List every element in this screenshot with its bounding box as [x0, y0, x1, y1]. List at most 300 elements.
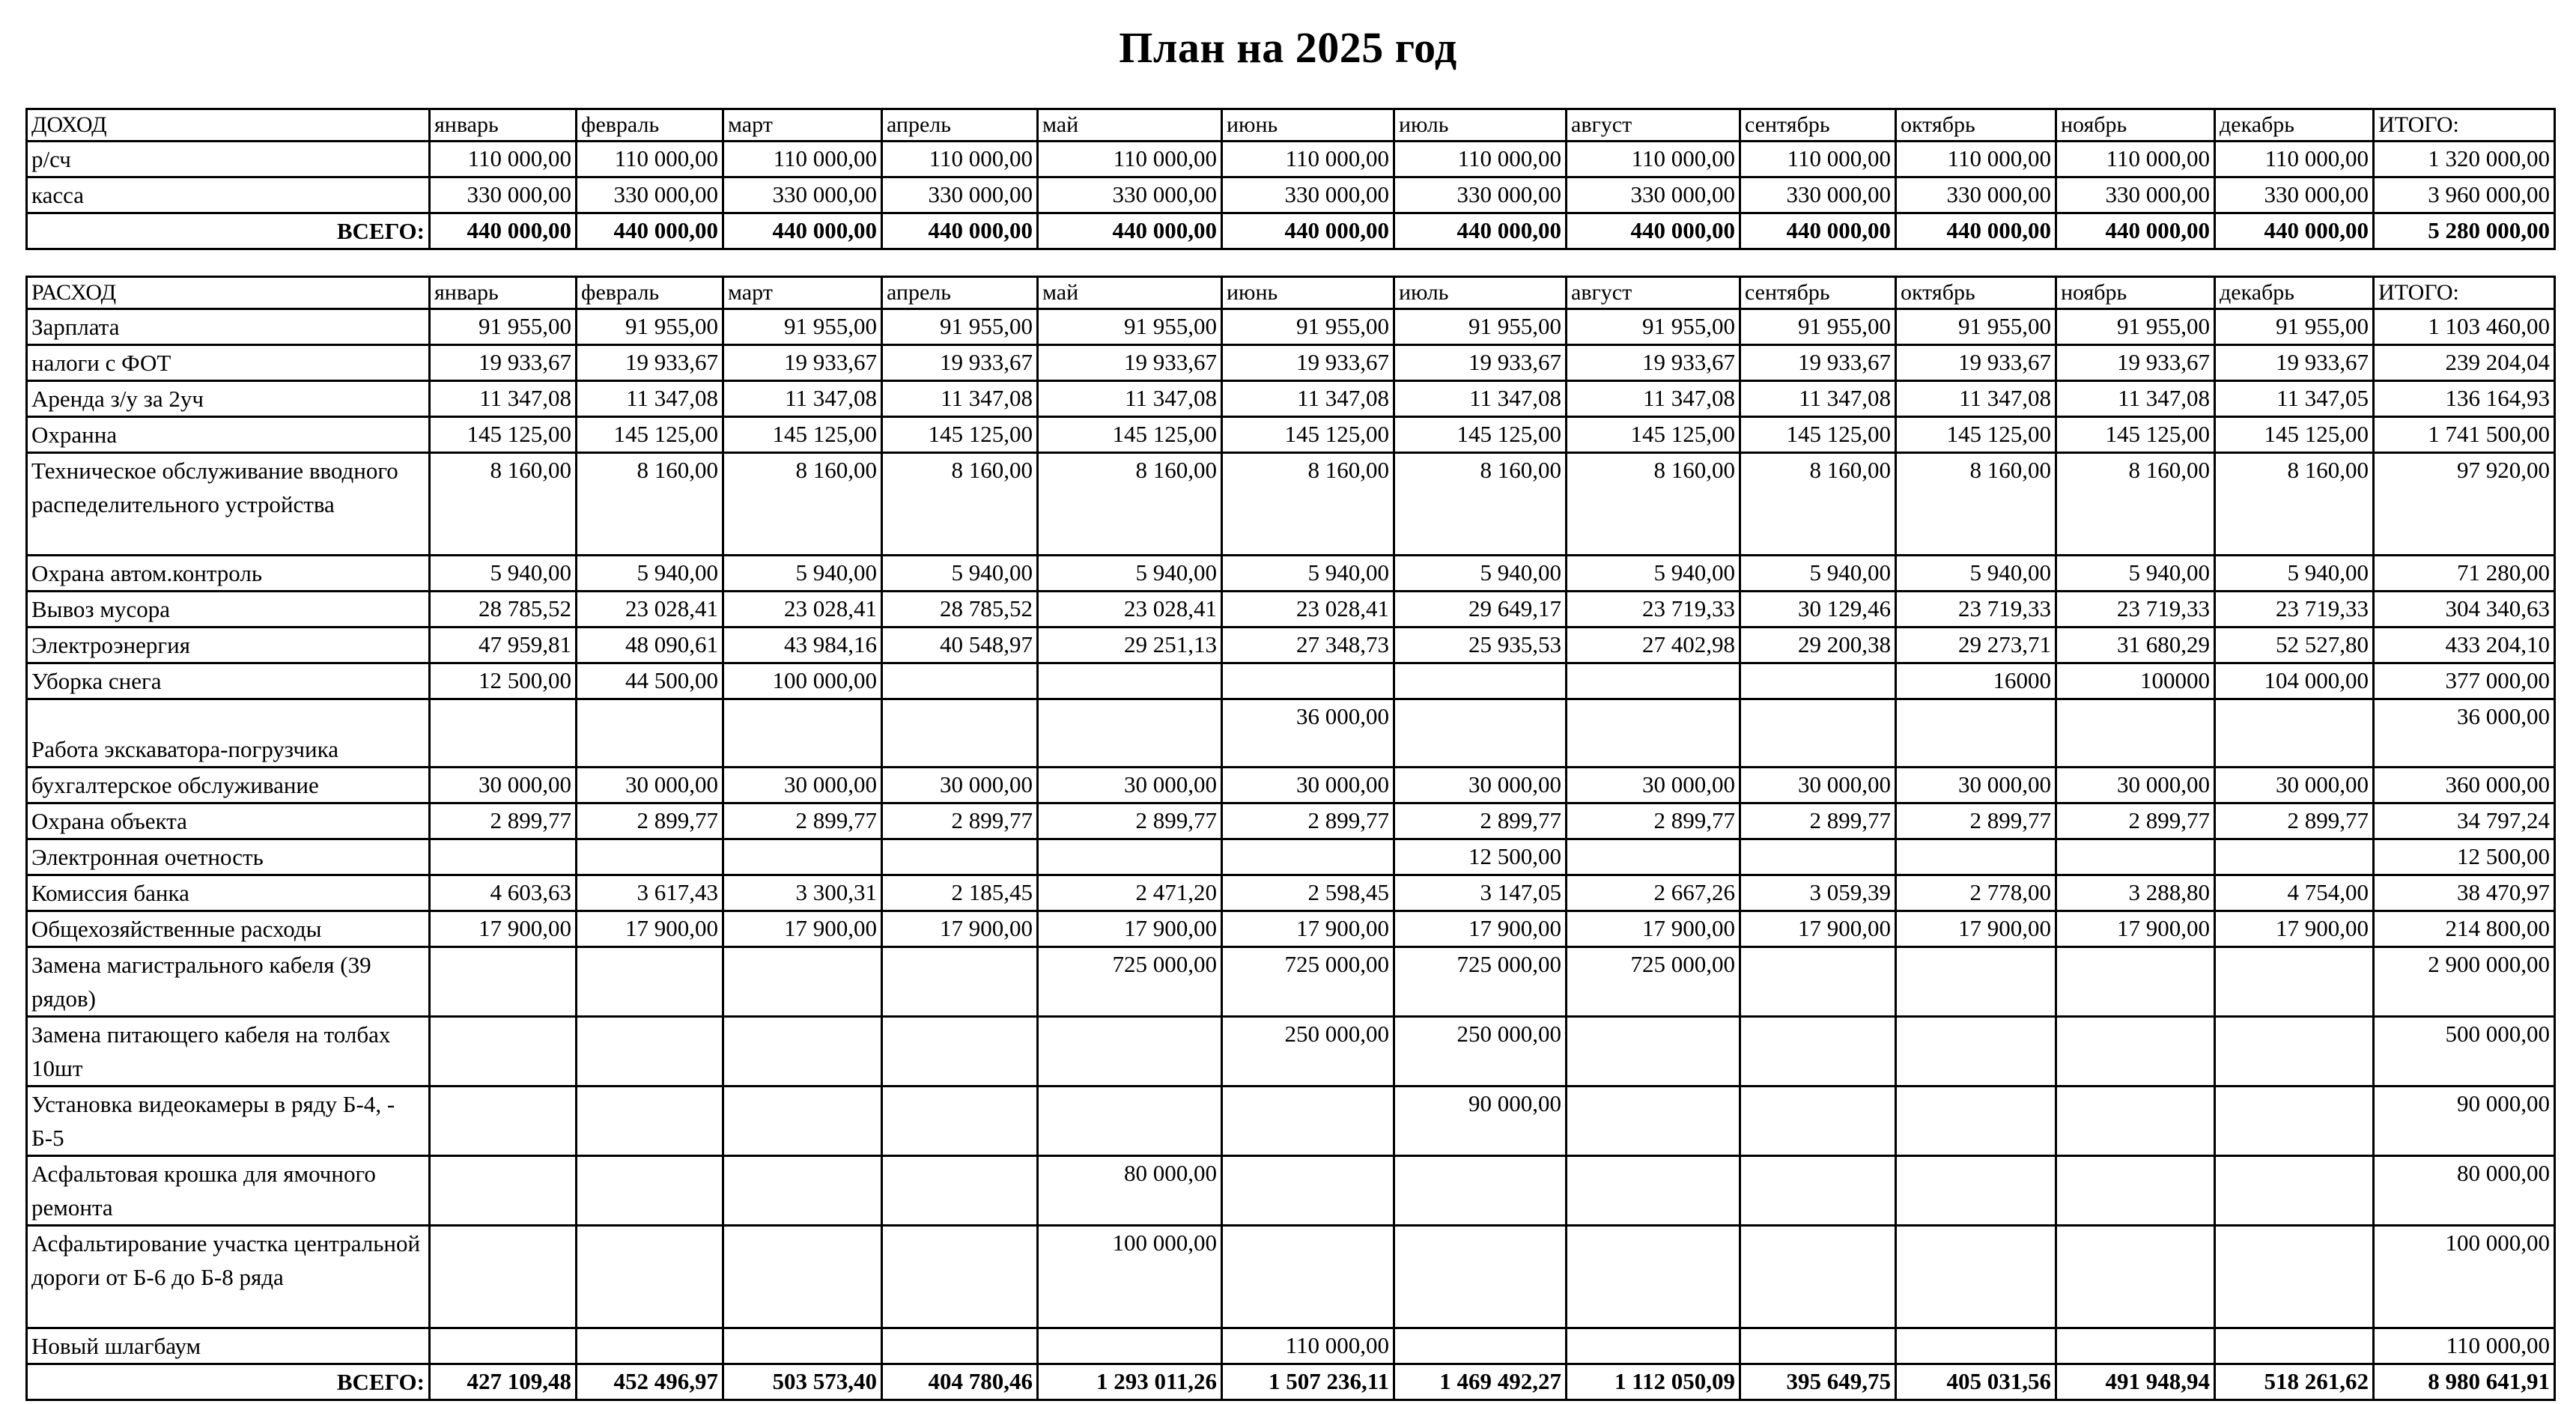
value-cell: 17 900,00 — [2215, 911, 2374, 947]
value-cell — [1896, 839, 2056, 875]
row-total: 100 000,00 — [2374, 1226, 2555, 1328]
row-total: 360 000,00 — [2374, 768, 2555, 803]
value-cell — [882, 699, 1038, 768]
month-header: декабрь — [2215, 277, 2374, 309]
value-cell: 330 000,00 — [1222, 177, 1394, 213]
value-cell: 8 160,00 — [2056, 453, 2215, 556]
row-total: 110 000,00 — [2374, 1328, 2555, 1364]
value-cell: 11 347,08 — [1567, 381, 1740, 417]
value-cell: 145 125,00 — [430, 417, 577, 453]
value-cell — [430, 1328, 577, 1364]
value-cell — [723, 839, 882, 875]
value-cell: 5 940,00 — [430, 556, 577, 592]
value-cell — [723, 1017, 882, 1087]
month-header: июль — [1394, 277, 1567, 309]
value-cell: 110 000,00 — [1038, 142, 1222, 177]
value-cell: 11 347,08 — [1222, 381, 1394, 417]
value-cell — [1038, 1328, 1222, 1364]
value-cell: 23 719,33 — [1567, 592, 1740, 627]
value-cell: 330 000,00 — [1038, 177, 1222, 213]
expense-heading: РАСХОД — [27, 277, 430, 309]
value-cell: 17 900,00 — [2056, 911, 2215, 947]
value-cell — [882, 839, 1038, 875]
value-cell: 250 000,00 — [1222, 1017, 1394, 1087]
value-cell: 91 955,00 — [1394, 309, 1567, 345]
table-row — [27, 911, 2555, 947]
row-total: 239 204,04 — [2374, 345, 2555, 381]
value-cell: 19 933,67 — [882, 345, 1038, 381]
month-header: январь — [430, 277, 577, 309]
value-cell: 11 347,08 — [577, 381, 723, 417]
income-table — [25, 108, 2556, 250]
total-value: 440 000,00 — [1394, 213, 1567, 249]
value-cell: 5 940,00 — [2215, 556, 2374, 592]
value-cell: 91 955,00 — [430, 309, 577, 345]
month-header: февраль — [577, 277, 723, 309]
value-cell — [2215, 1226, 2374, 1328]
value-cell — [1038, 1017, 1222, 1087]
table-row — [27, 1017, 2555, 1087]
value-cell: 17 900,00 — [1394, 911, 1567, 947]
value-cell: 12 500,00 — [1394, 839, 1567, 875]
value-cell — [1222, 663, 1394, 699]
value-cell — [1038, 699, 1222, 768]
value-cell — [2215, 839, 2374, 875]
value-cell: 8 160,00 — [1038, 453, 1222, 556]
value-cell — [2056, 1017, 2215, 1087]
row-total: 500 000,00 — [2374, 1017, 2555, 1087]
value-cell — [1567, 839, 1740, 875]
total-value: 440 000,00 — [1896, 213, 2056, 249]
value-cell: 4 754,00 — [2215, 875, 2374, 911]
income-header-row — [27, 109, 2555, 142]
value-cell — [2215, 699, 2374, 768]
row-label: Асфальтовая крошка для ямочного ремонта — [27, 1156, 430, 1226]
value-cell: 17 900,00 — [723, 911, 882, 947]
value-cell: 5 940,00 — [1896, 556, 2056, 592]
value-cell: 19 933,67 — [1394, 345, 1567, 381]
value-cell: 17 900,00 — [1896, 911, 2056, 947]
row-label: Электронная очетность — [27, 839, 430, 875]
page-title: План на 2025 год — [1119, 23, 1457, 72]
value-cell: 725 000,00 — [1394, 947, 1567, 1017]
value-cell: 104 000,00 — [2215, 663, 2374, 699]
row-total: 12 500,00 — [2374, 839, 2555, 875]
value-cell: 5 940,00 — [1394, 556, 1567, 592]
row-total: 34 797,24 — [2374, 803, 2555, 839]
value-cell: 30 000,00 — [1394, 768, 1567, 803]
value-cell: 8 160,00 — [1222, 453, 1394, 556]
value-cell: 110 000,00 — [1222, 1328, 1394, 1364]
value-cell: 40 548,97 — [882, 627, 1038, 663]
total-value: 1 507 236,11 — [1222, 1364, 1394, 1400]
value-cell: 5 940,00 — [723, 556, 882, 592]
value-cell: 2 899,77 — [1394, 803, 1567, 839]
value-cell: 91 955,00 — [1222, 309, 1394, 345]
value-cell: 2 899,77 — [1567, 803, 1740, 839]
value-cell: 2 899,77 — [577, 803, 723, 839]
value-cell — [882, 1328, 1038, 1364]
value-cell: 145 125,00 — [882, 417, 1038, 453]
value-cell: 30 000,00 — [1222, 768, 1394, 803]
value-cell: 27 348,73 — [1222, 627, 1394, 663]
value-cell — [577, 699, 723, 768]
value-cell — [2215, 1156, 2374, 1226]
value-cell: 145 125,00 — [1896, 417, 2056, 453]
value-cell — [2056, 1226, 2215, 1328]
value-cell: 30 000,00 — [577, 768, 723, 803]
value-cell: 330 000,00 — [2215, 177, 2374, 213]
value-cell: 11 347,08 — [723, 381, 882, 417]
table-row — [27, 417, 2555, 453]
table-row — [27, 1328, 2555, 1364]
value-cell: 11 347,08 — [430, 381, 577, 417]
value-cell: 5 940,00 — [577, 556, 723, 592]
value-cell — [577, 1328, 723, 1364]
value-cell: 19 933,67 — [577, 345, 723, 381]
grand-total: 5 280 000,00 — [2374, 213, 2555, 249]
total-value: 491 948,94 — [2056, 1364, 2215, 1400]
value-cell: 330 000,00 — [577, 177, 723, 213]
value-cell: 8 160,00 — [1740, 453, 1896, 556]
table-row — [27, 453, 2555, 556]
value-cell — [1394, 1328, 1567, 1364]
value-cell: 145 125,00 — [1222, 417, 1394, 453]
total-value: 404 780,46 — [882, 1364, 1038, 1400]
value-cell: 725 000,00 — [1038, 947, 1222, 1017]
total-value: 440 000,00 — [1222, 213, 1394, 249]
value-cell — [1896, 1226, 2056, 1328]
value-cell: 145 125,00 — [1567, 417, 1740, 453]
value-cell: 29 273,71 — [1896, 627, 2056, 663]
value-cell: 8 160,00 — [577, 453, 723, 556]
total-value: 503 573,40 — [723, 1364, 882, 1400]
value-cell: 11 347,05 — [2215, 381, 2374, 417]
expense-total-row — [27, 1364, 2555, 1400]
row-label: Уборка снега — [27, 663, 430, 699]
value-cell — [2215, 947, 2374, 1017]
value-cell: 91 955,00 — [1038, 309, 1222, 345]
table-row — [27, 177, 2555, 213]
value-cell: 725 000,00 — [1567, 947, 1740, 1017]
row-label: Электроэнергия — [27, 627, 430, 663]
value-cell — [882, 1226, 1038, 1328]
value-cell: 19 933,67 — [1896, 345, 2056, 381]
total-value: 440 000,00 — [1740, 213, 1896, 249]
row-total: 1 320 000,00 — [2374, 142, 2555, 177]
row-total: 1 103 460,00 — [2374, 309, 2555, 345]
value-cell — [1896, 1017, 2056, 1087]
value-cell: 2 899,77 — [430, 803, 577, 839]
value-cell: 5 940,00 — [1740, 556, 1896, 592]
month-header: март — [723, 109, 882, 142]
value-cell: 19 933,67 — [430, 345, 577, 381]
value-cell — [1740, 663, 1896, 699]
value-cell: 8 160,00 — [2215, 453, 2374, 556]
total-value: 1 112 050,09 — [1567, 1364, 1740, 1400]
month-header: июнь — [1222, 109, 1394, 142]
income-total-row — [27, 213, 2555, 249]
value-cell: 30 000,00 — [1740, 768, 1896, 803]
value-cell: 91 955,00 — [723, 309, 882, 345]
value-cell — [1896, 1328, 2056, 1364]
value-cell — [430, 1226, 577, 1328]
value-cell: 2 185,45 — [882, 875, 1038, 911]
total-value: 1 293 011,26 — [1038, 1364, 1222, 1400]
value-cell: 4 603,63 — [430, 875, 577, 911]
value-cell — [2056, 839, 2215, 875]
value-cell — [1567, 1226, 1740, 1328]
value-cell — [1896, 947, 2056, 1017]
value-cell: 330 000,00 — [1740, 177, 1896, 213]
value-cell: 36 000,00 — [1222, 699, 1394, 768]
value-cell: 330 000,00 — [723, 177, 882, 213]
value-cell: 145 125,00 — [723, 417, 882, 453]
total-value: 440 000,00 — [2215, 213, 2374, 249]
month-header: август — [1567, 277, 1740, 309]
table-row — [27, 345, 2555, 381]
value-cell: 8 160,00 — [430, 453, 577, 556]
total-label: ВСЕГО: — [27, 213, 430, 249]
month-header: апрель — [882, 277, 1038, 309]
value-cell: 250 000,00 — [1394, 1017, 1567, 1087]
total-value: 1 469 492,27 — [1394, 1364, 1567, 1400]
total-value: 440 000,00 — [430, 213, 577, 249]
total-value: 440 000,00 — [577, 213, 723, 249]
value-cell: 110 000,00 — [1222, 142, 1394, 177]
value-cell: 16000 — [1896, 663, 2056, 699]
value-cell — [430, 1156, 577, 1226]
row-label: налоги с ФОТ — [27, 345, 430, 381]
row-label: Охрана автом.контроль — [27, 556, 430, 592]
value-cell — [1740, 1226, 1896, 1328]
value-cell — [1567, 699, 1740, 768]
value-cell: 23 719,33 — [2215, 592, 2374, 627]
value-cell: 30 129,46 — [1740, 592, 1896, 627]
value-cell: 52 527,80 — [2215, 627, 2374, 663]
value-cell — [1222, 1156, 1394, 1226]
value-cell: 25 935,53 — [1394, 627, 1567, 663]
value-cell: 5 940,00 — [1222, 556, 1394, 592]
value-cell — [1740, 1017, 1896, 1087]
value-cell: 11 347,08 — [882, 381, 1038, 417]
value-cell: 48 090,61 — [577, 627, 723, 663]
value-cell: 2 899,77 — [1038, 803, 1222, 839]
row-total: 97 920,00 — [2374, 453, 2555, 556]
value-cell: 145 125,00 — [2056, 417, 2215, 453]
value-cell: 91 955,00 — [2215, 309, 2374, 345]
value-cell — [1394, 699, 1567, 768]
month-header: апрель — [882, 109, 1038, 142]
row-label: Асфальтирование участка центральной дороги от Б-6 до Б-8 ряда — [27, 1226, 430, 1328]
table-row — [27, 875, 2555, 911]
total-value: 440 000,00 — [2056, 213, 2215, 249]
value-cell: 17 900,00 — [430, 911, 577, 947]
table-row — [27, 627, 2555, 663]
value-cell: 27 402,98 — [1567, 627, 1740, 663]
value-cell — [1567, 1156, 1740, 1226]
value-cell: 2 899,77 — [2215, 803, 2374, 839]
month-header: ноябрь — [2056, 277, 2215, 309]
value-cell: 11 347,08 — [2056, 381, 2215, 417]
row-label: Аренда з/у за 2уч — [27, 381, 430, 417]
value-cell: 145 125,00 — [577, 417, 723, 453]
value-cell: 19 933,67 — [2056, 345, 2215, 381]
total-header: ИТОГО: — [2374, 277, 2555, 309]
value-cell: 330 000,00 — [1896, 177, 2056, 213]
value-cell — [1394, 1156, 1567, 1226]
month-header: июнь — [1222, 277, 1394, 309]
month-header: октябрь — [1896, 277, 2056, 309]
value-cell — [2056, 1156, 2215, 1226]
value-cell: 30 000,00 — [1038, 768, 1222, 803]
value-cell: 2 778,00 — [1896, 875, 2056, 911]
value-cell: 30 000,00 — [1896, 768, 2056, 803]
month-header: ноябрь — [2056, 109, 2215, 142]
row-total: 90 000,00 — [2374, 1087, 2555, 1156]
value-cell: 3 300,31 — [723, 875, 882, 911]
value-cell: 19 933,67 — [1567, 345, 1740, 381]
value-cell — [577, 1226, 723, 1328]
value-cell — [1740, 699, 1896, 768]
value-cell: 17 900,00 — [1222, 911, 1394, 947]
total-label: ВСЕГО: — [27, 1364, 430, 1400]
grand-total: 8 980 641,91 — [2374, 1364, 2555, 1400]
value-cell: 110 000,00 — [2056, 142, 2215, 177]
value-cell — [723, 1087, 882, 1156]
value-cell — [1038, 663, 1222, 699]
value-cell: 330 000,00 — [1394, 177, 1567, 213]
value-cell: 2 471,20 — [1038, 875, 1222, 911]
total-value: 440 000,00 — [723, 213, 882, 249]
value-cell: 5 940,00 — [882, 556, 1038, 592]
value-cell: 91 955,00 — [882, 309, 1038, 345]
value-cell: 3 147,05 — [1394, 875, 1567, 911]
month-header: сентябрь — [1740, 277, 1896, 309]
row-total: 304 340,63 — [2374, 592, 2555, 627]
value-cell: 110 000,00 — [882, 142, 1038, 177]
row-label: р/сч — [27, 142, 430, 177]
expense-table — [25, 276, 2556, 1401]
value-cell — [1222, 1087, 1394, 1156]
row-total: 36 000,00 — [2374, 699, 2555, 768]
row-label: Вывоз мусора — [27, 592, 430, 627]
table-row — [27, 381, 2555, 417]
value-cell — [2215, 1328, 2374, 1364]
total-header: ИТОГО: — [2374, 109, 2555, 142]
row-label: Комиссия банка — [27, 875, 430, 911]
value-cell: 110 000,00 — [723, 142, 882, 177]
value-cell: 110 000,00 — [2215, 142, 2374, 177]
value-cell: 8 160,00 — [1567, 453, 1740, 556]
value-cell: 100000 — [2056, 663, 2215, 699]
value-cell — [1567, 1328, 1740, 1364]
value-cell: 30 000,00 — [2056, 768, 2215, 803]
value-cell — [1038, 839, 1222, 875]
row-label: Замена магистрального кабеля (39 рядов) — [27, 947, 430, 1017]
value-cell — [1896, 699, 2056, 768]
value-cell — [1740, 1328, 1896, 1364]
total-value: 452 496,97 — [577, 1364, 723, 1400]
table-row — [27, 768, 2555, 803]
value-cell — [1567, 663, 1740, 699]
value-cell: 110 000,00 — [1740, 142, 1896, 177]
value-cell — [577, 1087, 723, 1156]
row-label: Зарплата — [27, 309, 430, 345]
row-label: Новый шлагбаум — [27, 1328, 430, 1364]
row-label: Охранна — [27, 417, 430, 453]
value-cell: 17 900,00 — [1038, 911, 1222, 947]
value-cell: 17 900,00 — [1567, 911, 1740, 947]
value-cell: 110 000,00 — [1896, 142, 2056, 177]
value-cell: 23 719,33 — [1896, 592, 2056, 627]
month-header: май — [1038, 277, 1222, 309]
table-row — [27, 309, 2555, 345]
value-cell — [1038, 1087, 1222, 1156]
value-cell: 44 500,00 — [577, 663, 723, 699]
value-cell: 145 125,00 — [1394, 417, 1567, 453]
value-cell — [1740, 1156, 1896, 1226]
row-total: 38 470,97 — [2374, 875, 2555, 911]
value-cell — [1740, 1087, 1896, 1156]
value-cell: 8 160,00 — [723, 453, 882, 556]
value-cell: 28 785,52 — [430, 592, 577, 627]
value-cell — [1740, 947, 1896, 1017]
value-cell: 8 160,00 — [882, 453, 1038, 556]
row-label: Работа экскаватора-погрузчика — [27, 699, 430, 768]
value-cell — [882, 1017, 1038, 1087]
value-cell: 23 028,41 — [1038, 592, 1222, 627]
value-cell — [1896, 1087, 2056, 1156]
value-cell: 330 000,00 — [430, 177, 577, 213]
value-cell: 30 000,00 — [723, 768, 882, 803]
month-header: сентябрь — [1740, 109, 1896, 142]
value-cell: 91 955,00 — [577, 309, 723, 345]
value-cell: 5 940,00 — [2056, 556, 2215, 592]
value-cell: 12 500,00 — [430, 663, 577, 699]
row-total: 71 280,00 — [2374, 556, 2555, 592]
value-cell: 91 955,00 — [1567, 309, 1740, 345]
expense-header-row — [27, 277, 2555, 309]
value-cell: 3 288,80 — [2056, 875, 2215, 911]
value-cell: 23 028,41 — [1222, 592, 1394, 627]
value-cell: 2 598,45 — [1222, 875, 1394, 911]
value-cell: 11 347,08 — [1038, 381, 1222, 417]
value-cell: 330 000,00 — [1567, 177, 1740, 213]
value-cell — [430, 1017, 577, 1087]
value-cell: 110 000,00 — [1394, 142, 1567, 177]
value-cell — [723, 1328, 882, 1364]
value-cell: 11 347,08 — [1740, 381, 1896, 417]
table-row — [27, 1087, 2555, 1156]
value-cell — [1222, 1226, 1394, 1328]
row-label: Общехозяйственные расходы — [27, 911, 430, 947]
value-cell: 19 933,67 — [723, 345, 882, 381]
value-cell — [882, 1156, 1038, 1226]
value-cell: 5 940,00 — [1038, 556, 1222, 592]
row-total: 214 800,00 — [2374, 911, 2555, 947]
value-cell: 11 347,08 — [1896, 381, 2056, 417]
month-header: май — [1038, 109, 1222, 142]
value-cell: 8 160,00 — [1394, 453, 1567, 556]
value-cell — [577, 1017, 723, 1087]
value-cell — [882, 663, 1038, 699]
income-heading: ДОХОД — [27, 109, 430, 142]
value-cell: 17 900,00 — [882, 911, 1038, 947]
table-row — [27, 1156, 2555, 1226]
value-cell: 145 125,00 — [1740, 417, 1896, 453]
value-cell: 91 955,00 — [1896, 309, 2056, 345]
